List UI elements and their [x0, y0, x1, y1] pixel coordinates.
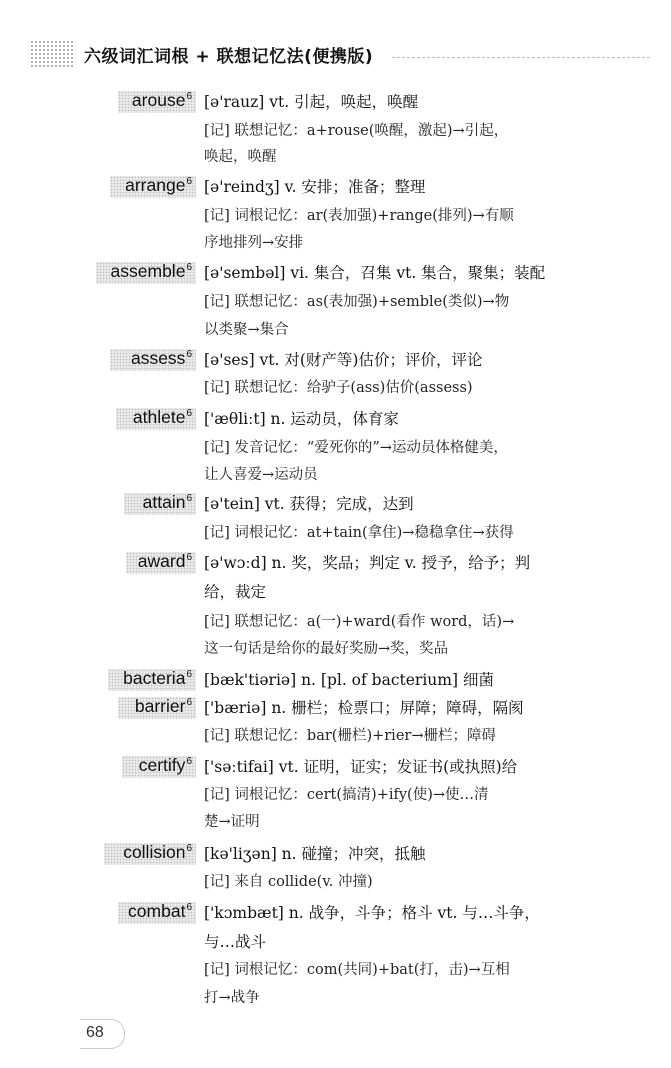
definition: ['bæriə] n. 栅栏；检票口；屏障；障碍，隔阂	[204, 699, 524, 717]
definition: [bæk'tiəriə] n. [pl. of bacterium] 细菌	[204, 671, 494, 689]
definition: [ə'ses] vt. 对(财产等)估价；评价，评论	[204, 351, 483, 369]
memory-note: [记] 发音记忆：“爱死你的”→运动员体格健美，	[204, 440, 508, 456]
headword: collision$^6$	[123, 842, 192, 862]
headword: arrange$^6$	[125, 175, 192, 195]
headword: attain$^6$	[142, 492, 192, 512]
headword: award$^6$	[137, 551, 192, 571]
headword: assemble$^6$	[110, 261, 192, 281]
definition: [ə'sembəl] vi. 集合，召集 vt. 集合，聚集；装配	[204, 264, 546, 282]
memory-note-cont: 这一句话是给你的最好奖励→奖，奖品	[204, 641, 449, 657]
definition: [ə'tein] vt. 获得；完成，达到	[204, 495, 414, 513]
memory-note-cont: 以类聚→集合	[204, 322, 289, 338]
definition: ['kɔmbæt] n. 战争，斗争；格斗 vt. 与…斗争，	[204, 904, 540, 922]
memory-note: [记] 词根记忆：ar(表加强)+range(排列)→有顺	[204, 208, 514, 224]
headword: assess$^6$	[130, 348, 192, 368]
definition: [kə'liʒən] n. 碰撞；冲突，抵触	[204, 845, 426, 863]
definition: ['æθliːt] n. 运动员，体育家	[204, 410, 399, 428]
page-number: 68	[86, 1024, 104, 1041]
definition: [ə'wɔːd] n. 奖，奖品；判定 v. 授予，给予；判	[204, 554, 531, 572]
header-dot-pattern	[30, 40, 74, 68]
definition-cont: 与…战斗	[204, 933, 267, 951]
memory-note: [记] 联想记忆：给驴子(ass)估价(assess)	[204, 380, 473, 396]
headword: arouse$^6$	[131, 90, 192, 110]
headword: athlete$^6$	[132, 407, 192, 427]
definition: ['səːtifai] vt. 证明，证实；发证书(或执照)给	[204, 758, 518, 776]
memory-note: [记] 联想记忆：as(表加强)+semble(类似)→物	[204, 294, 510, 310]
headword: combat$^6$	[128, 901, 192, 921]
definition-cont: 给，裁定	[204, 583, 267, 601]
memory-note: [记] 词根记忆：cert(搞清)+ify(使)→使…清	[204, 787, 489, 803]
definition: [ə'reindʒ] v. 安排；准备；整理	[204, 178, 426, 196]
memory-note-cont: 打→战争	[204, 990, 260, 1006]
memory-note: [记] 来自 collide(v. 冲撞)	[204, 874, 373, 890]
memory-note: [记] 词根记忆：com(共同)+bat(打，击)→互相	[204, 962, 510, 978]
memory-note-cont: 唤起，唤醒	[204, 149, 277, 165]
memory-note-cont: 序地排列→安排	[204, 235, 304, 251]
headword: barrier$^6$	[134, 696, 192, 716]
headword: certify$^6$	[138, 755, 192, 775]
header-rule	[392, 57, 650, 58]
memory-note: [记] 联想记忆：a+rouse(唤醒，激起)→引起，	[204, 123, 509, 139]
memory-note: [记] 联想记忆：a(一)+ward(看作 word，话)→	[204, 614, 515, 630]
memory-note: [记] 联想记忆：bar(栅栏)+rier→栅栏；障碍	[204, 728, 496, 744]
page-header	[30, 38, 650, 72]
memory-note: [记] 词根记忆：at+tain(拿住)→稳稳拿住→获得	[204, 525, 514, 541]
book-title: 六级词汇词根 + 联想记忆法(便携版)	[84, 47, 374, 67]
memory-note-cont: 楚→证明	[204, 814, 260, 830]
memory-note-cont: 让人喜爱→运动员	[204, 467, 318, 483]
headword: bacteria$^6$	[123, 668, 192, 688]
definition: [ə'rauz] vt. 引起，唤起，唤醒	[204, 93, 419, 111]
